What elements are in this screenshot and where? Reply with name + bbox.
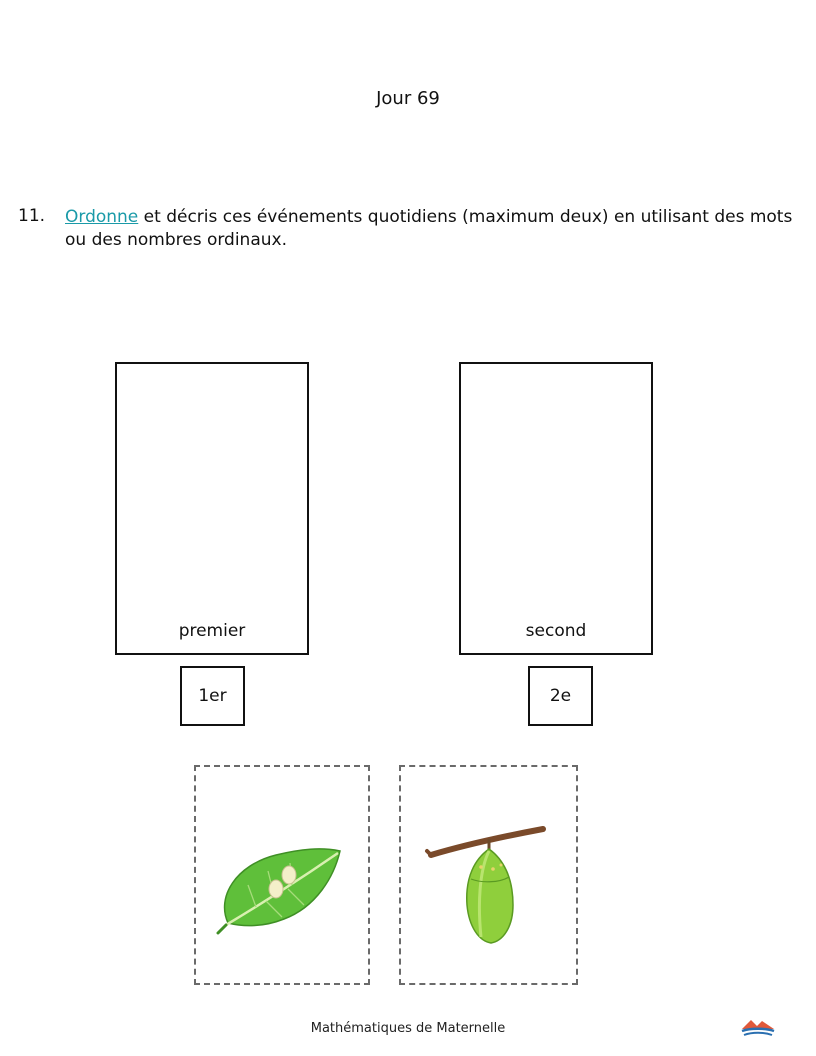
publisher-logo-icon <box>740 1015 776 1037</box>
answer-box-second[interactable] <box>459 362 653 655</box>
question-text <box>65 206 800 252</box>
ordonne-link[interactable]: Ordonne <box>65 207 139 227</box>
page-title: Jour 69 <box>376 88 440 109</box>
answer-box-label-second: second <box>525 621 587 641</box>
answer-box-first[interactable] <box>115 362 309 655</box>
footer-text: Mathématiques de Maternelle <box>310 1021 506 1036</box>
chrysalis-icon <box>401 767 575 982</box>
answer-box-label-first: premier <box>178 621 246 641</box>
cutout-card-chrysalis[interactable] <box>399 765 578 985</box>
question-body: et décris ces événements quotidiens (maximum deux) en utilisant des mots ou des nombres ordinaux. <box>65 207 793 250</box>
ordinal-box-first[interactable]: 1er <box>180 666 245 726</box>
question-number: 11. <box>18 206 46 226</box>
cutout-card-leaf[interactable] <box>194 765 370 985</box>
ordinal-box-second[interactable]: 2e <box>528 666 593 726</box>
leaf-with-eggs-icon <box>196 767 367 982</box>
